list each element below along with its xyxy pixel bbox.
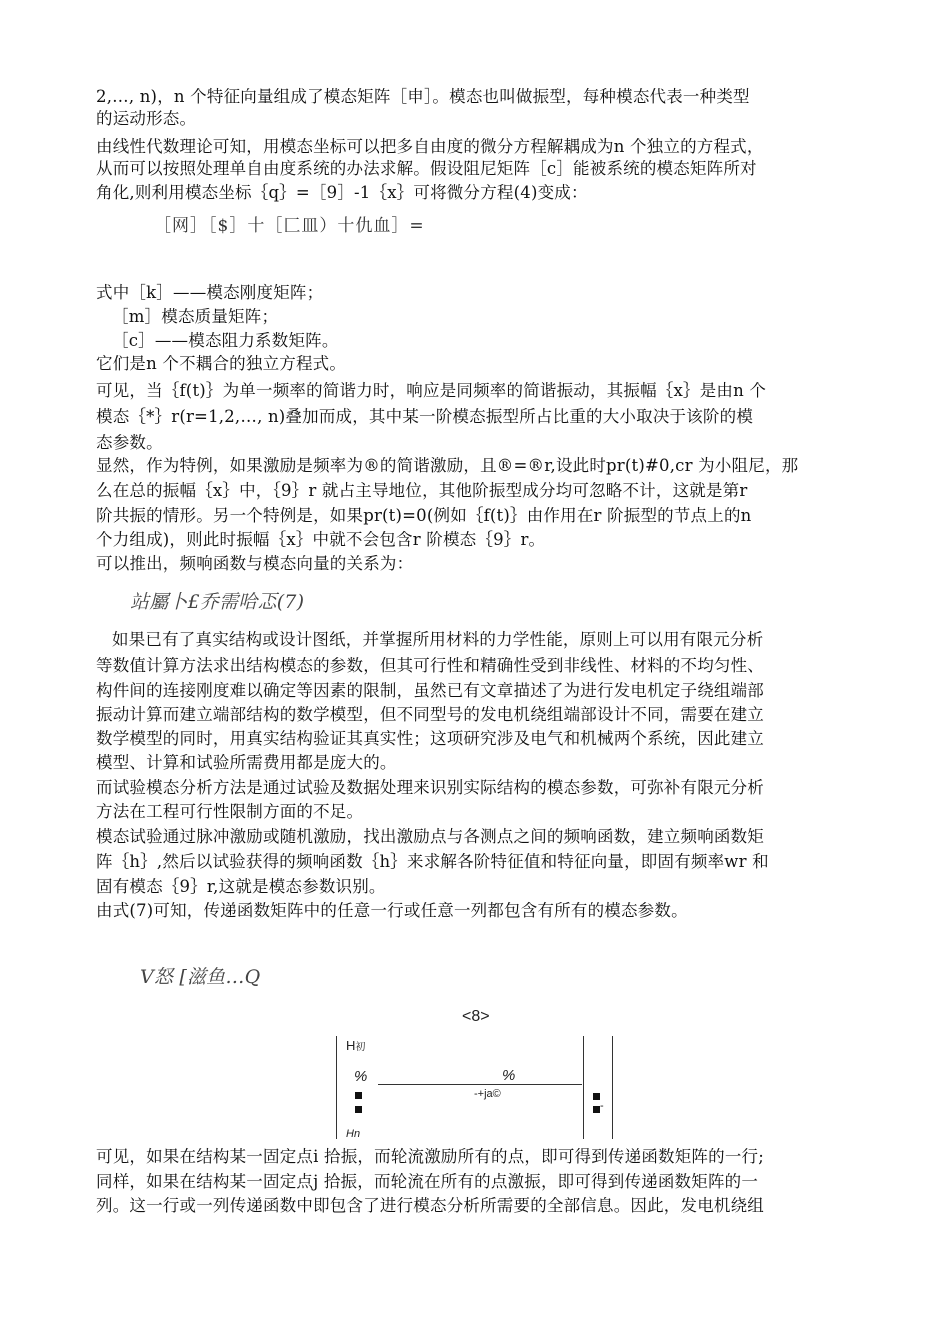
text-line: 可见，如果在结构某一固定点i 拾振，而轮流激励所有的点，即可得到传递函数矩阵的一行; <box>96 1147 764 1166</box>
text-line: 同样，如果在结构某一固定点j 拾振，而轮流在所有的点激振，即可得到传递函数矩阵的一 <box>96 1172 759 1191</box>
matrix-left-bracket <box>336 1036 337 1139</box>
matrix-divider <box>583 1036 584 1139</box>
matrix-entry-center: % <box>502 1067 516 1084</box>
matrix-entry-left: % <box>354 1068 368 1085</box>
text-line: 等数值计算方法求出结构模态的参数，但其可行性和精确性受到非线性、材料的不均匀性、 <box>96 656 764 675</box>
text-line: 它们是n 个不耦合的独立方程式。 <box>96 354 347 373</box>
text-line: 固有模态｛9｝r,这就是模态参数识别。 <box>96 877 386 896</box>
text-line: 式中［k］——模态刚度矩阵； <box>96 283 324 302</box>
matrix-dot <box>593 1093 600 1100</box>
text-line: 如果已有了真实结构或设计图纸，并掌握所用材料的力学性能，原则上可以用有限元分析 <box>112 630 764 649</box>
text-line: 方法在工程可行性限制方面的不足。 <box>96 802 364 821</box>
equation-image-text: V怒 [滋鱼…Q <box>140 966 261 988</box>
text-line: ［c］——模态阻力系数矩阵。 <box>112 331 339 350</box>
text-line: 显然，作为特例，如果激励是频率为®的简谐激励，且®=®r,设此时pr(t)#0,cr 为小阻尼，那 <box>96 456 799 475</box>
text-line: 态参数。 <box>96 433 163 452</box>
text-line: 2,…, n)，n 个特征向量组成了模态矩阵［申］。模态也叫做振型，每种模态代表一种类型 <box>96 87 750 106</box>
text-line: 由式(7)可知，传递函数矩阵中的任意一行或任意一列都包含有所有的模态参数。 <box>96 901 688 920</box>
text-line: 由线性代数理论可知，用模态坐标可以把多自由度的微分方程解耦成为n 个独立的方程式， <box>96 137 764 156</box>
text-line: 模态｛*｝r(r=1,2,…, n)叠加而成，其中某一阶模态振型所占比重的大小取决于该阶的模 <box>96 407 754 426</box>
text-line: 的运动形态。 <box>96 109 197 128</box>
text-line: 从而可以按照处理单自由度系统的办法求解。假设阻尼矩阵［c］能被系统的模态矩阵所对 <box>96 159 757 178</box>
text-line: 数学模型的同时，用真实结构验证其真实性；这项研究涉及电气和机械两个系统，因此建立 <box>96 729 764 748</box>
text-line: 列。这一行或一列传递函数中即包含了进行模态分析所需要的全部信息。因此，发电机绕组 <box>96 1196 764 1215</box>
matrix-dot <box>593 1106 600 1113</box>
matrix-dot <box>355 1092 362 1099</box>
matrix-entry-right: - <box>600 1100 604 1112</box>
text-line: 可见，当｛f(t)｝为单一频率的简谐力时，响应是同频率的简谐振动，其振幅｛x｝是由n 个 <box>96 381 767 400</box>
text-line: 而试验模态分析方法是通过试验及数据处理来识别实际结构的模态参数，可弥补有限元分析 <box>96 778 764 797</box>
text-line: 阵｛h｝,然后以试验获得的频响函数｛h｝来求解各阶特征值和特征向量，即固有频率wr 和 <box>96 852 769 871</box>
matrix-right-bracket <box>612 1036 613 1139</box>
matrix-row-line <box>378 1084 582 1085</box>
text-line: 模型、计算和试验所需费用都是庞大的。 <box>96 753 397 772</box>
matrix-entry-expr: -+ja© <box>474 1088 501 1100</box>
text-line: 构件间的连接刚度难以确定等因素的限制，虽然已有文章描述了为进行发电机定子绕组端部 <box>96 681 764 700</box>
text-line: 可以推出，频响函数与模态向量的关系为： <box>96 554 414 573</box>
text-line: 个力组成)，则此时振幅｛x｝中就不会包含r 阶模态｛9｝r。 <box>96 530 546 549</box>
matrix-entry-bottom: Hn <box>346 1128 361 1140</box>
matrix-entry-h: H初 <box>346 1038 366 1053</box>
text-line: 振动计算而建立端部结构的数学模型，但不同型号的发电机绕组端部设计不同，需要在建立 <box>96 705 764 724</box>
text-line: 模态试验通过脉冲激励或随机激励，找出激励点与各测点之间的频响函数，建立频响函数矩 <box>96 827 764 846</box>
text-line: 角化,则利用模态坐标｛q｝=［9］-1｛x｝可将微分方程(4)变成： <box>96 183 588 202</box>
equation-7: 站屬卜£乔需哈忑(7) <box>130 591 305 613</box>
text-line: ［m］模态质量矩阵； <box>112 307 279 326</box>
equation-number: <8> <box>462 1008 490 1025</box>
text-line: 么在总的振幅｛x｝中，｛9｝r 就占主导地位，其他阶振型成分均可忽略不计，这就是第r <box>96 481 748 500</box>
equation-image-text: ［网］［$］十［匚皿）十仇血］= <box>154 216 425 236</box>
text-line: 阶共振的情形。另一个特例是，如果pr(t)=0(例如｛f(t)｝由作用在r 阶振型的节点上的n <box>96 506 752 525</box>
matrix-dot <box>355 1106 362 1113</box>
